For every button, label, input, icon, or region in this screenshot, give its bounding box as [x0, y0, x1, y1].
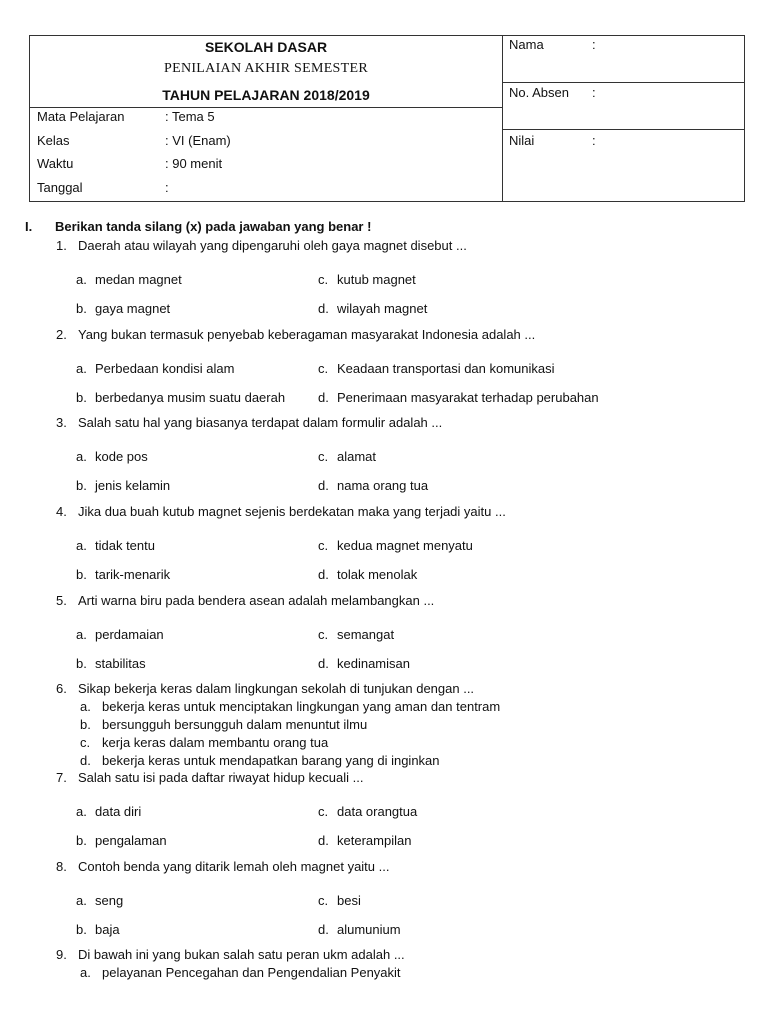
option-letter: b.: [80, 717, 91, 732]
student-value[interactable]: :: [592, 133, 596, 148]
answer-option[interactable]: Keadaan transportasi dan komunikasi: [337, 361, 555, 376]
option-letter: d.: [318, 301, 329, 316]
question-text: Salah satu hal yang biasanya terdapat dalam formulir adalah ...: [78, 415, 443, 430]
answer-option[interactable]: jenis kelamin: [95, 478, 171, 493]
question-number: 8.: [56, 859, 67, 874]
answer-option[interactable]: pelayanan Pencegahan dan Pengendalian Penyakit: [102, 965, 401, 980]
option-letter: a.: [76, 449, 87, 464]
question-number: 5.: [56, 593, 67, 608]
option-letter: c.: [318, 893, 329, 908]
answer-option[interactable]: kedua magnet menyatu: [337, 538, 473, 553]
option-letter: d.: [318, 833, 329, 848]
info-value: :: [165, 180, 169, 195]
option-letter: d.: [318, 478, 329, 493]
option-letter: a.: [76, 804, 87, 819]
answer-option[interactable]: perdamaian: [95, 627, 164, 642]
answer-option[interactable]: nama orang tua: [337, 478, 429, 493]
question-number: 4.: [56, 504, 67, 519]
option-letter: b.: [76, 390, 87, 405]
answer-option[interactable]: bekerja keras untuk menciptakan lingkungan yang aman dan tentram: [102, 699, 501, 714]
option-letter: c.: [318, 361, 329, 376]
answer-option[interactable]: stabilitas: [95, 656, 146, 671]
answer-option[interactable]: baja: [95, 922, 120, 937]
answer-option[interactable]: berbedanya musim suatu daerah: [95, 390, 286, 405]
answer-option[interactable]: Penerimaan masyarakat terhadap perubahan: [337, 390, 599, 405]
option-letter: c.: [318, 272, 329, 287]
section-instruction: Berikan tanda silang (x) pada jawaban yang benar !: [55, 219, 372, 234]
question-number: 1.: [56, 238, 67, 253]
option-letter: c.: [80, 735, 91, 750]
student-label: Nama: [509, 37, 544, 52]
option-letter: c.: [318, 627, 329, 642]
answer-option[interactable]: keterampilan: [337, 833, 412, 848]
option-letter: b.: [76, 301, 87, 316]
answer-option[interactable]: pengalaman: [95, 833, 167, 848]
question-text: Salah satu isi pada daftar riwayat hidup kecuali ...: [78, 770, 364, 785]
answer-option[interactable]: gaya magnet: [95, 301, 171, 316]
question-text: Jika dua buah kutub magnet sejenis berdekatan maka yang terjadi yaitu ...: [78, 504, 506, 519]
answer-option[interactable]: data diri: [95, 804, 142, 819]
option-letter: a.: [76, 538, 87, 553]
answer-option[interactable]: seng: [95, 893, 124, 908]
question-text: Di bawah ini yang bukan salah satu peran ukm adalah ...: [78, 947, 405, 962]
question-text: Contoh benda yang ditarik lemah oleh magnet yaitu ...: [78, 859, 390, 874]
student-value[interactable]: :: [592, 85, 596, 100]
question-number: 7.: [56, 770, 67, 785]
option-letter: a.: [76, 272, 87, 287]
answer-option[interactable]: Perbedaan kondisi alam: [95, 361, 235, 376]
answer-option[interactable]: tidak tentu: [95, 538, 155, 553]
answer-option[interactable]: kode pos: [95, 449, 148, 464]
school-name: SEKOLAH DASAR: [204, 39, 328, 55]
exam-title: PENILAIAN AKHIR SEMESTER: [164, 61, 368, 76]
option-letter: a.: [80, 699, 91, 714]
info-value: : VI (Enam): [165, 133, 231, 148]
option-letter: d.: [80, 753, 91, 768]
divider: [502, 129, 744, 130]
info-value: : 90 menit: [165, 156, 223, 171]
info-value: : Tema 5: [165, 109, 215, 124]
option-letter: c.: [318, 449, 329, 464]
option-letter: c.: [318, 804, 329, 819]
option-letter: a.: [76, 627, 87, 642]
option-letter: d.: [318, 390, 329, 405]
question-number: 2.: [56, 327, 67, 342]
answer-option[interactable]: wilayah magnet: [337, 301, 428, 316]
answer-option[interactable]: alamat: [337, 449, 377, 464]
option-letter: b.: [76, 656, 87, 671]
option-letter: b.: [76, 922, 87, 937]
student-label: No. Absen: [509, 85, 569, 100]
info-label: Kelas: [37, 133, 70, 148]
question-number: 6.: [56, 681, 67, 696]
info-label: Mata Pelajaran: [37, 109, 125, 124]
info-label: Waktu: [37, 156, 74, 171]
option-letter: a.: [80, 965, 91, 980]
option-letter: b.: [76, 567, 87, 582]
option-letter: a.: [76, 893, 87, 908]
answer-option[interactable]: bekerja keras untuk mendapatkan barang yang di inginkan: [102, 753, 440, 768]
question-text: Yang bukan termasuk penyebab keberagaman masyarakat Indonesia adalah ...: [78, 327, 536, 342]
option-letter: d.: [318, 656, 329, 671]
divider: [30, 107, 502, 108]
answer-option[interactable]: bersungguh bersungguh dalam menuntut ilmu: [102, 717, 368, 732]
answer-option[interactable]: medan magnet: [95, 272, 182, 287]
header-table: [29, 35, 745, 202]
option-letter: d.: [318, 922, 329, 937]
option-letter: d.: [318, 567, 329, 582]
student-value[interactable]: :: [592, 37, 596, 52]
answer-option[interactable]: semangat: [337, 627, 395, 642]
answer-option[interactable]: besi: [337, 893, 361, 908]
question-text: Sikap bekerja keras dalam lingkungan sekolah di tunjukan dengan ...: [78, 681, 475, 696]
answer-option[interactable]: data orangtua: [337, 804, 418, 819]
answer-option[interactable]: kedinamisan: [337, 656, 410, 671]
school-year: TAHUN PELAJARAN 2018/2019: [162, 87, 370, 103]
question-number: 3.: [56, 415, 67, 430]
answer-option[interactable]: tarik-menarik: [95, 567, 171, 582]
divider: [502, 82, 744, 83]
option-letter: a.: [76, 361, 87, 376]
question-number: 9.: [56, 947, 67, 962]
section-number: I.: [25, 219, 33, 234]
option-letter: b.: [76, 478, 87, 493]
student-label: Nilai: [509, 133, 535, 148]
question-text: Daerah atau wilayah yang dipengaruhi oleh gaya magnet disebut ...: [78, 238, 467, 253]
divider: [502, 36, 503, 201]
option-letter: b.: [76, 833, 87, 848]
question-text: Arti warna biru pada bendera asean adalah melambangkan ...: [78, 593, 435, 608]
info-label: Tanggal: [37, 180, 83, 195]
answer-option[interactable]: kutub magnet: [337, 272, 416, 287]
answer-option[interactable]: tolak menolak: [337, 567, 418, 582]
answer-option[interactable]: alumunium: [337, 922, 401, 937]
option-letter: c.: [318, 538, 329, 553]
answer-option[interactable]: kerja keras dalam membantu orang tua: [102, 735, 329, 750]
